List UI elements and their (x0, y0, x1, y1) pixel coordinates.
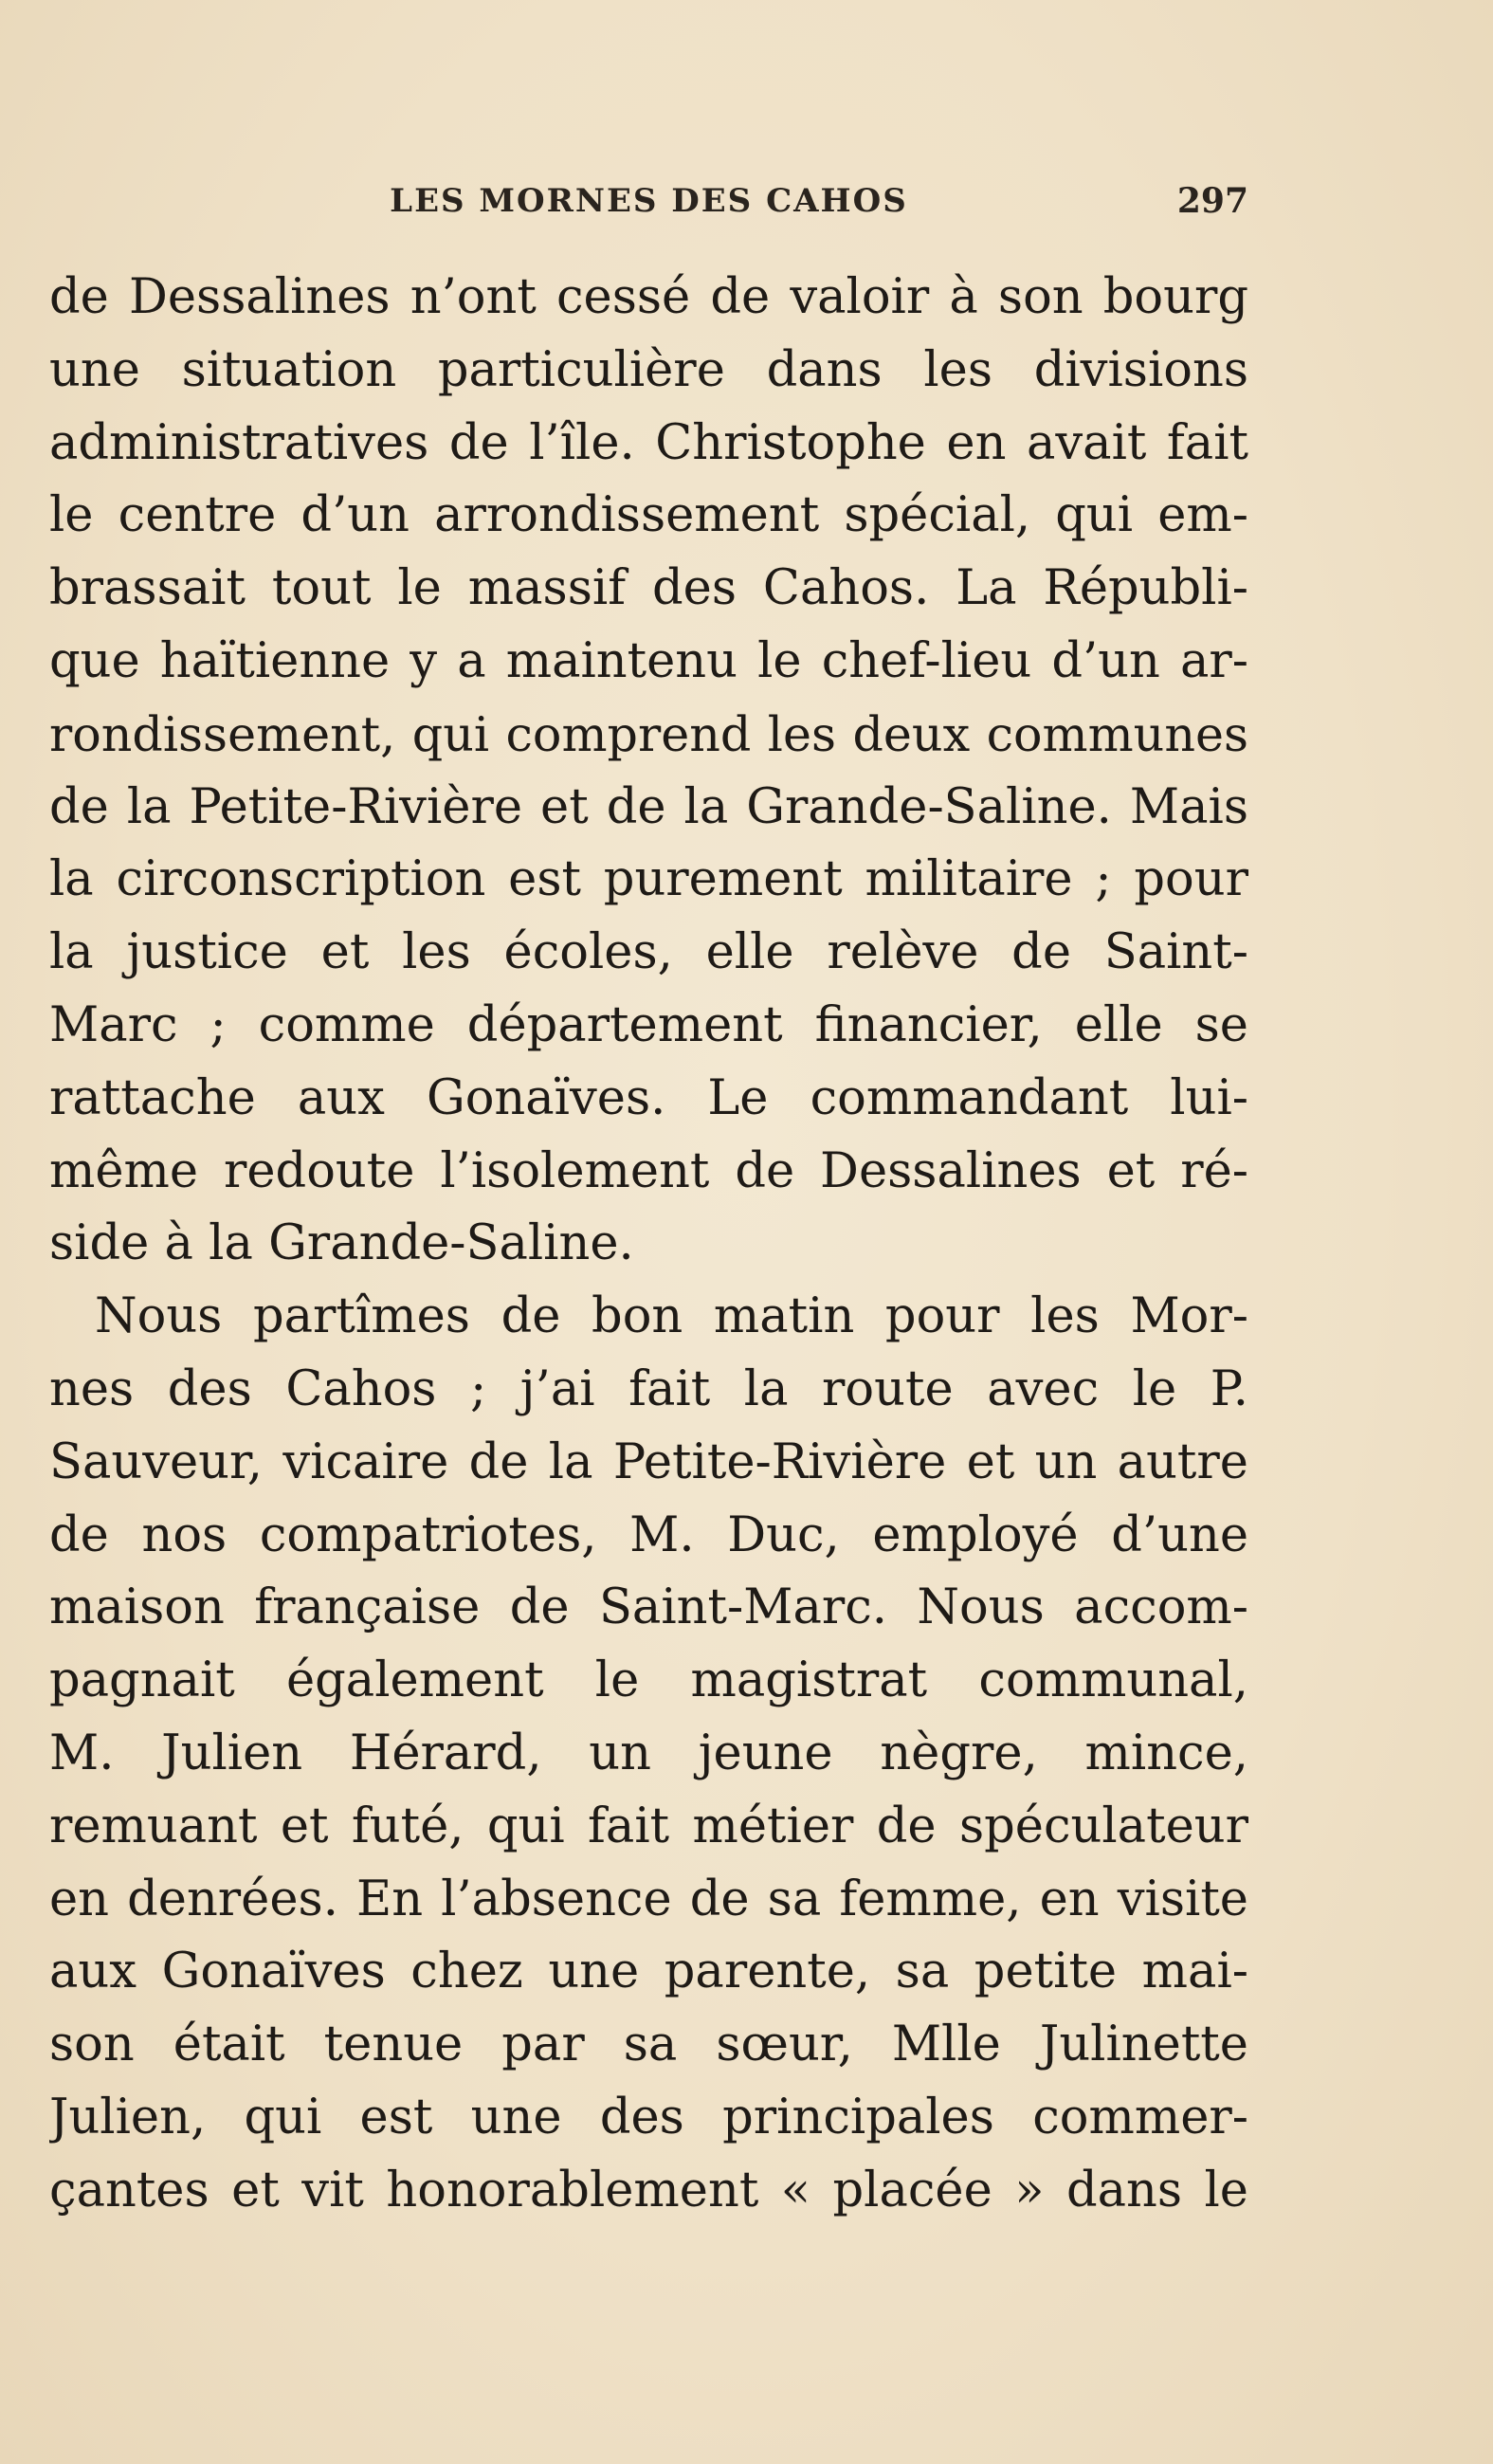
text-line: çantes et vit honorablement « placée » dans le (49, 2162, 1248, 2218)
text-line: rattache aux Gonaïves. Le commandant lui- (49, 1069, 1248, 1126)
text-line: side à la Grande-Saline. (49, 1215, 634, 1272)
text-line: une situation particulière dans les divisions (49, 341, 1248, 398)
text-line: pagnait également le magistrat communal, (49, 1652, 1248, 1709)
text-line: la circonscription est purement militaire ; pour (49, 851, 1248, 908)
text-line: le centre d’un arrondissement spécial, qui em- (49, 487, 1248, 544)
text-line: de la Petite-Rivière et de la Grande-Saline. Mais (49, 778, 1248, 835)
text-line: administratives de l’île. Christophe en avait fait (49, 414, 1248, 471)
text-line: que haïtienne y a maintenu le chef-lieu d’un ar- (49, 632, 1248, 689)
text-line: aux Gonaïves chez une parente, sa petite mai- (49, 1944, 1248, 2000)
text-line: maison française de Saint-Marc. Nous accom- (49, 1579, 1248, 1636)
text-line: même redoute l’isolement de Dessalines et ré- (49, 1142, 1248, 1199)
text-line: de nos compatriotes, M. Duc, employé d’une (49, 1506, 1248, 1563)
page-number: 297 (1176, 181, 1248, 221)
text-line: remuant et futé, qui fait métier de spéculateur (49, 1798, 1248, 1854)
text-line: de Dessalines n’ont cessé de valoir à son bourg (49, 269, 1248, 325)
text-line: en denrées. En l’absence de sa femme, en visite (49, 1871, 1248, 1927)
paragraph-2 (49, 1281, 1248, 2227)
text-line: Sauveur, vicaire de la Petite-Rivière et un autre (49, 1433, 1248, 1490)
text-line: nes des Cahos ; j’ai fait la route avec le P. (49, 1360, 1248, 1417)
running-title: LES MORNES DES CAHOS (390, 182, 908, 220)
text-line: la justice et les écoles, elle relève de Saint- (49, 924, 1248, 981)
text-line: Nous partîmes de bon matin pour les Mor- (95, 1288, 1248, 1345)
text-line: Julien, qui est une des principales commer- (49, 2089, 1248, 2145)
text-line: M. Julien Hérard, un jeune nègre, mince, (49, 1725, 1248, 1781)
text-line: brassait tout le massif des Cahos. La Républi- (49, 560, 1248, 617)
text-line: son était tenue par sa sœur, Mlle Julinette (49, 2017, 1248, 2073)
running-head (49, 173, 1248, 229)
body-text (49, 262, 1248, 2228)
text-line: rondissement, qui comprend les deux communes (49, 705, 1248, 762)
text-line: Marc ; comme département financier, elle se (49, 996, 1248, 1053)
paragraph-1 (49, 262, 1248, 1281)
